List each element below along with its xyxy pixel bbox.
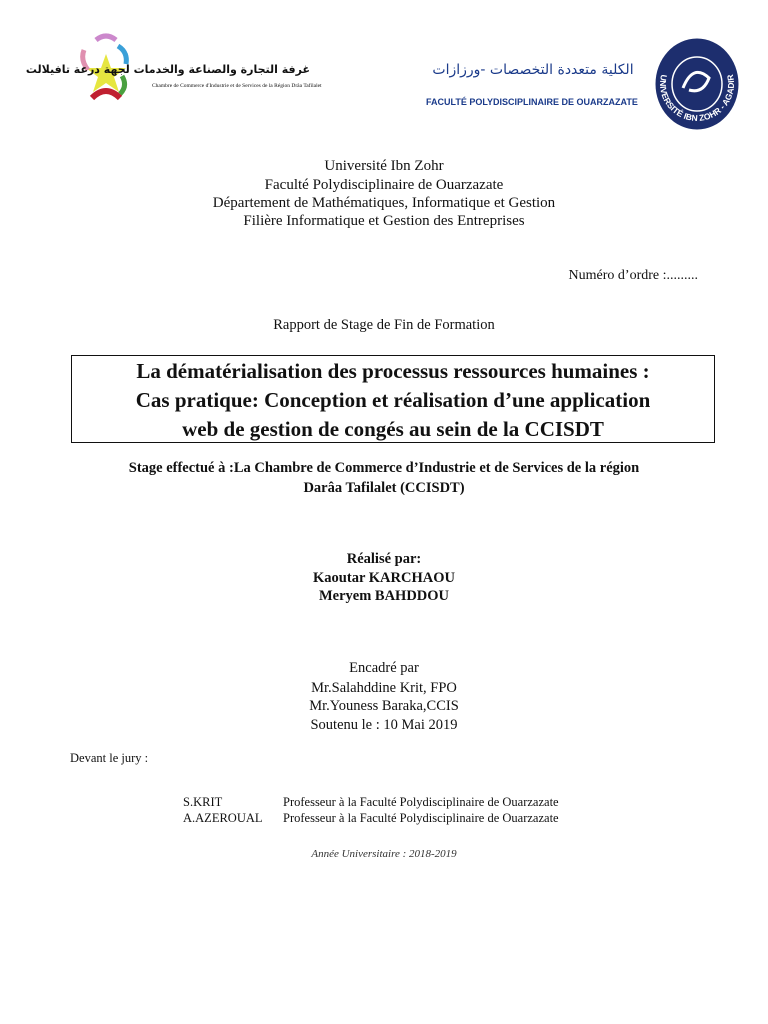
fpo-arabic-name: الكلية متعددة التخصصات -ورزازات xyxy=(432,62,634,78)
stage-location: Stage effectué à :La Chambre de Commerce d’Industrie et de Services de la région xyxy=(128,460,640,476)
jury-member-name: A.AZEROUAL xyxy=(183,811,263,825)
numero-ordre: Numéro d’ordre :......... xyxy=(568,268,698,283)
author-name: Kaoutar KARCHAOU xyxy=(313,570,455,586)
jury-member-role: Professeur à la Faculté Polydisciplinaire de Ouarzazate xyxy=(283,811,559,825)
defense-date: Soutenu le : 10 Mai 2019 xyxy=(310,717,458,733)
university-name: Université Ibn Zohr xyxy=(324,158,444,174)
title-line: web de gestion de congés au sein de la CCISDT xyxy=(182,417,604,441)
faculty-name: Faculté Polydisciplinaire de Ouarzazate xyxy=(264,177,504,193)
university-ibn-zohr-seal-icon xyxy=(655,38,739,130)
encadre-label: Encadré par xyxy=(349,660,419,676)
ccisdt-french-name: Chambre de Commerce d'Industrie et de Services de la Région Drâa Tafilalet xyxy=(152,83,322,89)
title-line: La dématérialisation des processus ressources humaines : xyxy=(136,359,650,383)
fpo-french-name: FACULTÉ POLYDISCIPLINAIRE DE OUARZAZATE xyxy=(426,97,638,107)
program-name: Filière Informatique et Gestion des Entreprises xyxy=(243,213,525,229)
jury-member-role: Professeur à la Faculté Polydisciplinaire de Ouarzazate xyxy=(283,795,559,809)
stage-location-line2: Darâa Tafilalet (CCISDT) xyxy=(303,480,465,496)
title-box xyxy=(71,355,715,443)
report-type: Rapport de Stage de Fin de Formation xyxy=(273,317,495,333)
author-name: Meryem BAHDDOU xyxy=(318,588,450,604)
supervisor-name: Mr.Youness Baraka,CCIS xyxy=(309,698,459,714)
realise-label: Réalisé par: xyxy=(346,551,422,567)
title-line: Cas pratique: Conception et réalisation d’une application xyxy=(135,388,651,412)
jury-member-name: S.KRIT xyxy=(183,795,223,809)
academic-year: Année Universitaire : 2018-2019 xyxy=(311,848,457,860)
department-name: Département de Mathématiques, Informatique et Gestion xyxy=(212,195,556,211)
seal-text: UNIVERSITÉ IBN ZOHR - AGADIR xyxy=(657,73,737,124)
jury-label: Devant le jury : xyxy=(70,751,149,765)
supervisor-name: Mr.Salahddine Krit, FPO xyxy=(311,680,457,696)
ccisdt-arabic-name: غرفة التجارة والصناعة والخدمات لجهة درعة تافيلالت xyxy=(25,63,310,76)
